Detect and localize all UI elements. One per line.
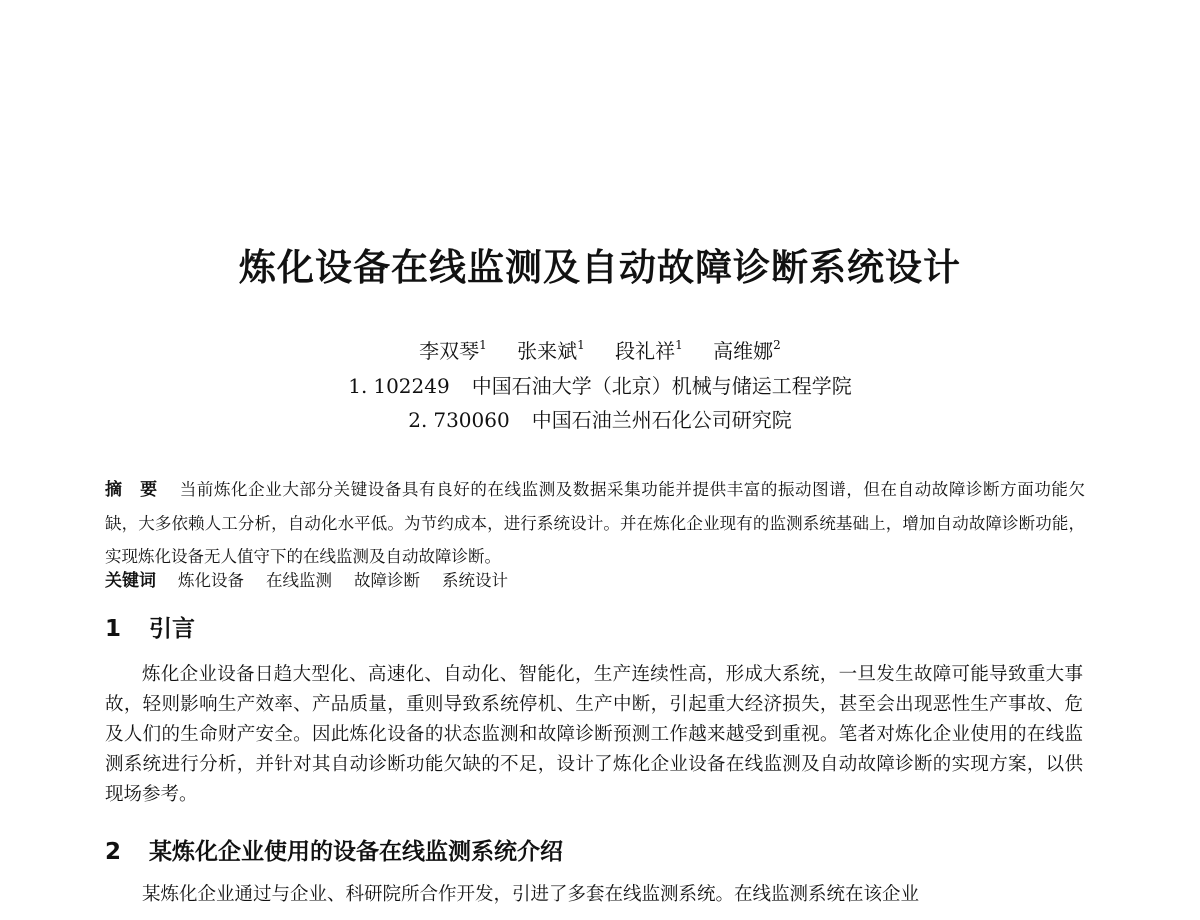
postal-code: 730060 — [433, 408, 510, 432]
section-body: 炼化企业设备日趋大型化、高速化、自动化、智能化，生产连续性高，形成大系统，一旦发生故障可能导致重大事故，轻则影响生产效率、产品质量，重则导致系统停机、生产中断，引起重大经济损失，甚至会出现恶性生产事故、危及人们的生命财产安全。因此炼化设备的状态监测和故障诊断预测工作越来越受到重视。笔者对炼化企业使用的在线监测系统进行分析，并针对其自动诊断功能欠缺的不足，设计了炼化企业设备在线监测及自动故障诊断的实现方案，以供现场参考。 — [105, 664, 1083, 805]
author-list — [0, 336, 1200, 366]
affiliation-name: 中国石油兰州石化公司研究院 — [531, 408, 792, 432]
keywords-label: 关键词 — [105, 571, 156, 591]
author-name: 张来斌 — [517, 339, 578, 363]
keywords — [105, 566, 1085, 596]
author-affiliation-mark: 1 — [479, 338, 487, 352]
abstract — [105, 473, 1085, 573]
author — [419, 336, 487, 366]
section-heading — [105, 835, 1085, 869]
affiliation — [0, 371, 1200, 401]
section-title: 引言 — [149, 616, 195, 642]
abstract-text: 当前炼化企业大部分关键设备具有良好的在线监测及数据采集功能并提供丰富的振动图谱，但在自动故障诊断方面功能欠缺，大多依赖人工分析，自动化水平低。为节约成本，进行系统设计。并在炼化企业现有的监测系统基础上，增加自动故障诊断功能，实现炼化设备无人值守下的在线监测及自动故障诊断。 — [105, 480, 1086, 566]
affiliation-number: 2. — [408, 408, 428, 432]
abstract-label: 摘 要 — [105, 480, 158, 500]
section-body: 某炼化企业通过与企业、科研院所合作开发，引进了多套在线监测系统。在线监测系统在该企业 — [142, 884, 920, 905]
author-name: 高维娜 — [713, 339, 774, 363]
author-affiliation-mark: 2 — [773, 338, 781, 352]
author-affiliation-mark: 1 — [675, 338, 683, 352]
keyword: 故障诊断 — [354, 571, 420, 590]
author — [615, 336, 683, 366]
section-number: 1 — [105, 616, 122, 642]
section-heading — [105, 612, 1085, 646]
affiliation — [0, 405, 1200, 435]
author — [713, 336, 781, 366]
keyword: 炼化设备 — [178, 571, 244, 590]
affiliation-name: 中国石油大学（北京）机械与储运工程学院 — [471, 374, 852, 398]
postal-code: 102249 — [373, 374, 450, 398]
section-title: 某炼化企业使用的设备在线监测系统介绍 — [149, 839, 563, 865]
author-name: 段礼祥 — [615, 339, 676, 363]
author — [517, 336, 585, 366]
section-number: 2 — [105, 839, 122, 865]
affiliation-number: 1. — [348, 374, 368, 398]
author-name: 李双琴 — [419, 339, 480, 363]
keyword: 在线监测 — [266, 571, 332, 590]
keyword: 系统设计 — [442, 571, 508, 590]
author-affiliation-mark: 1 — [577, 338, 585, 352]
paper-title: 炼化设备在线监测及自动故障诊断系统设计 — [239, 246, 961, 289]
